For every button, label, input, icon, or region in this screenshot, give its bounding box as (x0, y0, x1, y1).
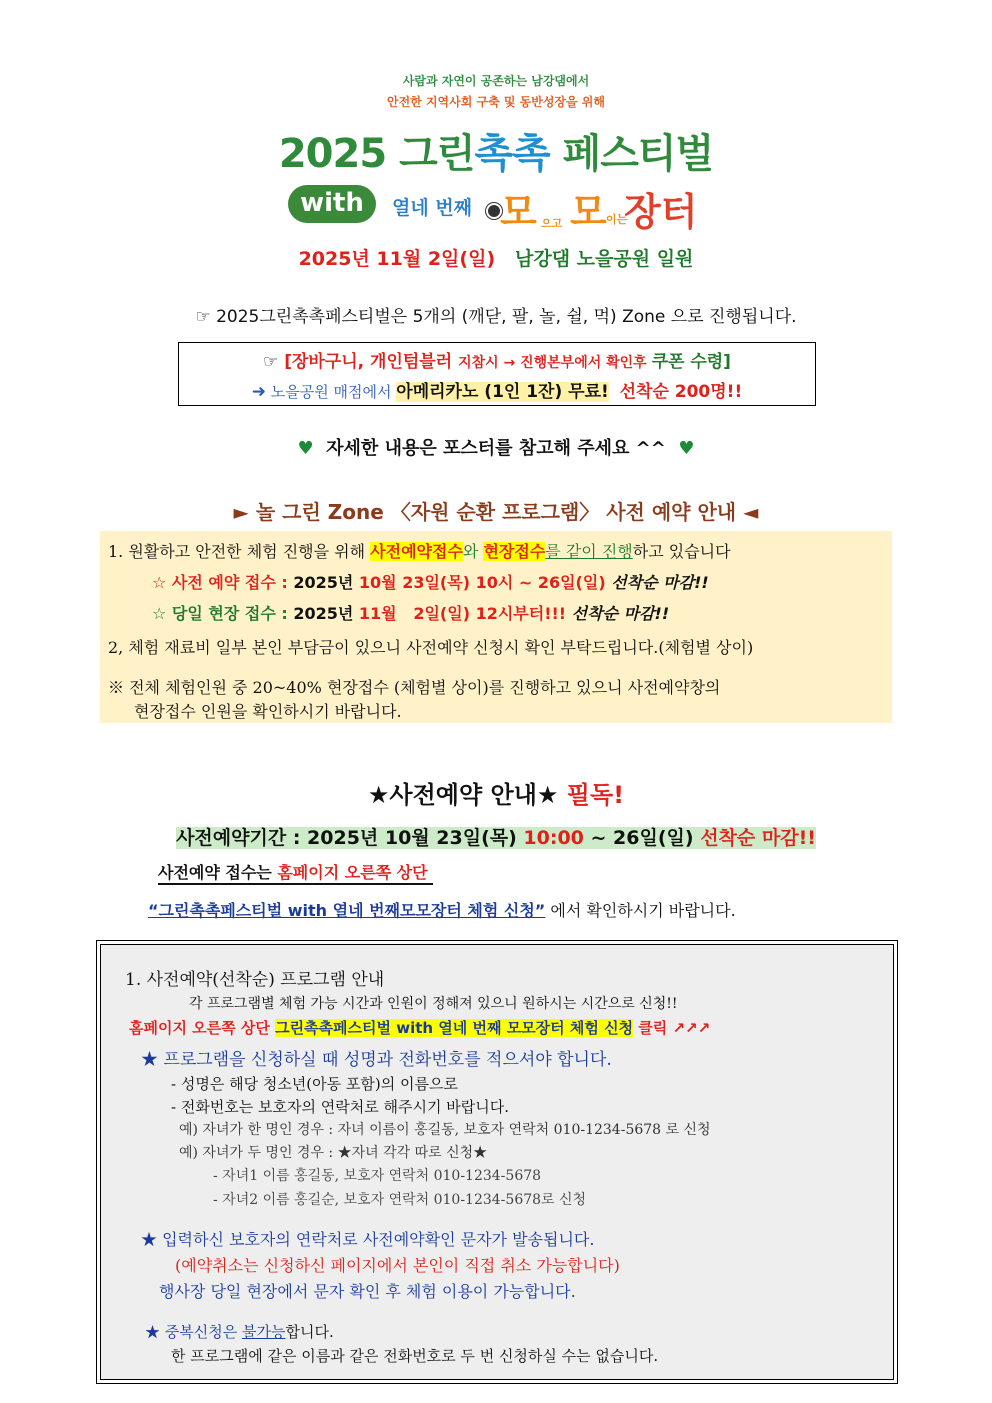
notice-line-2 (152, 570, 709, 593)
mo-1: 모 (500, 190, 537, 234)
place-text: 남강댐 노을공원 일원 (515, 248, 694, 270)
pointer-icon: ☞ (263, 352, 285, 372)
s3c: 합니다. (285, 1323, 334, 1341)
poster-notice (0, 434, 992, 460)
reservation-link (148, 898, 736, 921)
coupon-1b: 지참시 → 진행본부에서 확인후 (458, 355, 652, 371)
zone-title: ► 놀 그린 Zone 〈자원 순환 프로그램〉 사전 예약 안내 ◄ (233, 500, 759, 524)
tagline-1: 사람과 자연이 공존하는 남강댐에서 (402, 74, 590, 88)
heart-text: 자세한 내용은 포스터를 참고해 주세요 ^^ (326, 438, 666, 459)
title-year: 2025 (278, 131, 387, 177)
info-s2-b: 행사장 당일 현장에서 문자 확인 후 체험 이용이 가능합니다. (159, 1282, 576, 1301)
n1d: 현장접수 (483, 542, 546, 561)
info-p1: 각 프로그램별 체험 가능 시간과 인원이 정해져 있으니 원하시는 시간으로 신청!! (189, 996, 678, 1012)
info-s2-red: (예약취소는 신청하신 페이지에서 본인이 직접 취소 가능합니다) (175, 1256, 620, 1275)
notice-line-6: 현장접수 인원을 확인하시기 바랍니다. (134, 702, 402, 721)
n1c: 와 (462, 542, 484, 561)
jangter: 장터 (624, 190, 698, 234)
title-green: 그린 (399, 131, 475, 177)
info-e1: 예) 자녀가 한 명인 경우 : 자녀 이름이 홍길동, 보호자 연락처 010-1234-5678 로 신청 (179, 1122, 711, 1138)
intro-text: ☞ 2025그린촉촉페스티벌은 5개의 (깨닫, 팔, 놀, 쉴, 먹) Zone 으로 진행됩니다. (195, 307, 797, 327)
n2s: ☆ 사전 예약 접수 : (152, 573, 294, 592)
n1a: 1. 원활하고 안전한 체험 진행을 위해 (108, 542, 371, 561)
reservation-period (0, 823, 992, 850)
info-heading: 1. 사전예약(선착순) 프로그램 안내 (125, 970, 385, 990)
period-highlight (176, 827, 816, 849)
info-s2: ★ 입력하신 보호자의 연락처로 사전예약확인 문자가 발송됩니다. (141, 1230, 595, 1249)
coupon-1a: [장바구니, 개인텀블러 (284, 352, 459, 372)
resv-title-b: 필독! (566, 781, 625, 809)
notice-line-5: ※ 전체 체험인원 중 20~40% 현장접수 (체험별 상이)를 진행하고 있으니 사전예약창의 (108, 678, 721, 697)
n3a: 2025년 (293, 604, 359, 623)
coupon-1c: 쿠폰 수령] (651, 352, 731, 372)
program-info-inner (100, 944, 894, 1380)
n1e: 를 같이 진행 (545, 542, 633, 561)
coupon-line-1 (179, 347, 815, 372)
period-d: 선착순 마감!! (700, 827, 816, 849)
title-festival: 페스티벌 (562, 131, 714, 177)
n3b: 11월 2일(일) 12시부터!!! (358, 604, 567, 623)
mo-small-1: 으고 (541, 217, 563, 230)
info-s1: ★ 프로그램을 신청하실 때 성명과 전화번호를 적으셔야 합니다. (141, 1050, 612, 1070)
s3b: 불가능 (242, 1323, 286, 1341)
info-d2: - 전화번호는 보호자의 연락처로 해주시기 바랍니다. (171, 1098, 509, 1116)
info-p2 (129, 1017, 710, 1038)
event-date (0, 244, 992, 271)
info-s3 (145, 1321, 334, 1342)
info-d1: - 성명은 해당 청소년(아동 포함)의 이름으로 (171, 1075, 458, 1093)
n2b: 10월 23일(목) 10시 ~ 26일(일) (358, 573, 606, 592)
info-s3-d: 한 프로그램에 같은 이름과 같은 전화번호로 두 번 신청하실 수는 없습니다. (171, 1347, 659, 1365)
coupon-2a: 노을공원 매점에서 (266, 383, 397, 401)
n3s: ☆ 당일 현장 접수 : (152, 604, 294, 623)
loc-b: 홈페이지 오른쪽 상단 (277, 863, 428, 882)
notice-line-1 (108, 539, 731, 562)
loc-a: 사전예약 접수는 (158, 863, 278, 882)
title-chok: 촉촉 (474, 131, 550, 177)
with-momo-logo (0, 183, 992, 235)
notice-line-4: 2, 체험 재료비 일부 본인 부담금이 있으니 사전예약 신청시 확인 부탁드립니다.(체험별 상이) (108, 638, 754, 657)
mo-small-2: 이는 (606, 213, 628, 226)
program-info-box (96, 940, 898, 1384)
with-sub: 열네 번째 (392, 197, 473, 219)
heart-icon: ♥ (678, 438, 695, 459)
n1b: 사전예약접수 (370, 542, 463, 561)
mo-2: 모 (570, 190, 607, 234)
tagline-2: 안전한 지역사회 구축 및 동반성장을 위해 (387, 95, 605, 109)
period-c: ~ 26일(일) (583, 827, 701, 849)
link-b: 에서 확인하시기 바랍니다. (545, 901, 736, 920)
p2c: 클릭 ↗↗↗ (633, 1019, 711, 1037)
arrow-right-icon: ➜ (251, 382, 267, 402)
resv-title-a: ★사전예약 안내★ (367, 781, 567, 809)
heart-icon: ♥ (297, 438, 314, 459)
notice-line-3 (152, 601, 669, 624)
coupon-line-2 (179, 377, 815, 402)
with-pill: with (288, 185, 376, 223)
p2a: 홈페이지 오른쪽 상단 (129, 1019, 276, 1037)
reservation-location (158, 860, 433, 885)
info-e2: 예) 자녀가 두 명인 경우 : ★자녀 각각 따로 신청★ (179, 1145, 488, 1161)
info-e3: - 자녀1 이름 홍길동, 보호자 연락처 010-1234-5678 (213, 1168, 542, 1184)
coupon-2b: 아메리카노 (1인 1잔) 무료! (396, 382, 609, 402)
n1f: 하고 있습니다 (632, 542, 731, 561)
n3c: 선착순 마감!! (566, 604, 670, 623)
coupon-box (178, 342, 816, 406)
reservation-link-text[interactable]: “그린촉촉페스티벌 with 열네 번째모모장터 체험 신청” (148, 901, 546, 920)
period-a: 사전예약기간 : 2025년 10월 23일(목) (176, 827, 524, 849)
coupon-2c: 선착순 200명!! (619, 382, 743, 402)
program-apply-link[interactable]: 그린촉촉페스티벌 with 열네 번째 모모장터 체험 신청 (275, 1019, 634, 1037)
festival-title (0, 122, 992, 179)
n2a: 2025년 (293, 573, 359, 592)
n2c: 선착순 마감!! (605, 573, 709, 592)
info-e4: - 자녀2 이름 홍길순, 보호자 연락처 010-1234-5678로 신청 (213, 1192, 587, 1208)
notice-box (100, 531, 892, 723)
reservation-title (0, 775, 992, 810)
period-b: 10:00 (523, 827, 584, 849)
date-text: 2025년 11월 2일(일) (298, 248, 496, 270)
s3a: ★ 중복신청은 (145, 1323, 242, 1341)
